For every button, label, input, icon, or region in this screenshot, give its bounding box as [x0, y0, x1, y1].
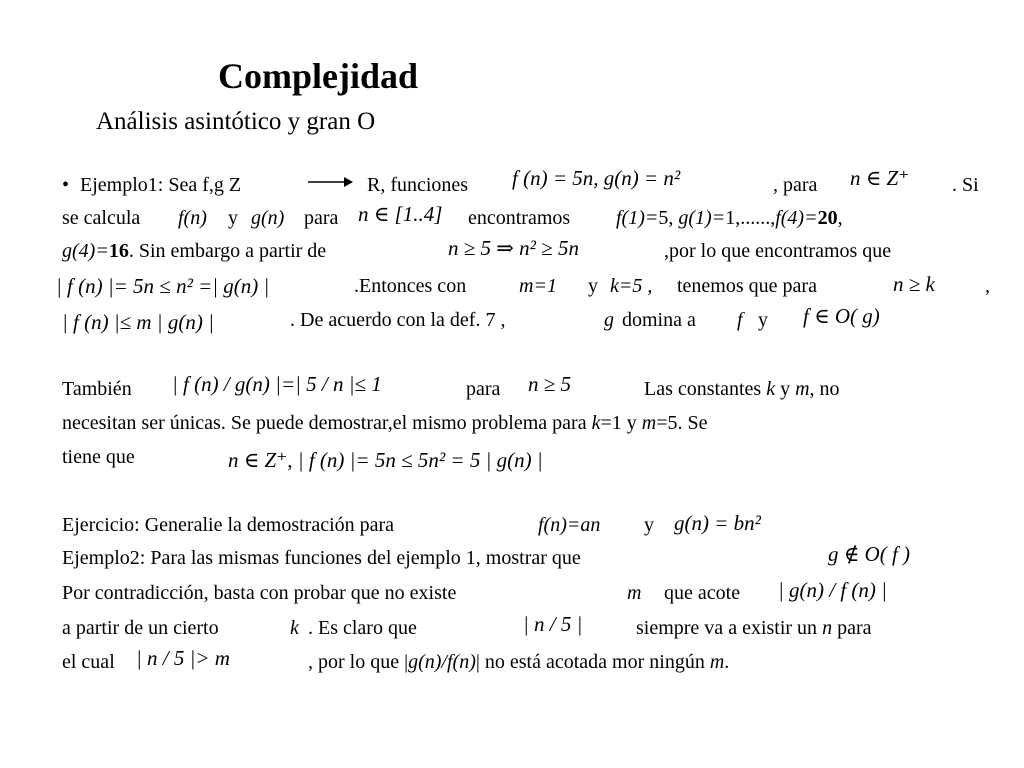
eq-n-over-5: | n / 5 | [523, 612, 583, 636]
comma2: , [985, 275, 990, 297]
para2-word: para [304, 207, 339, 229]
k5-text: k=5 , [610, 275, 653, 297]
por-lo-que-3: , por lo que | [308, 651, 409, 673]
a-partir-text: a partir de un cierto [62, 617, 219, 639]
se-calcula-text: se calcula [62, 207, 141, 229]
f-letter: f [737, 309, 743, 331]
de-acuerdo-text: . De acuerdo con la def. 7 , [290, 309, 506, 331]
no-text: , no [809, 378, 840, 400]
bullet: • [62, 174, 70, 196]
eq-f-le-mg: | f (n) |≤ m | g(n) | [62, 310, 214, 334]
por-lo-que-text: ,por lo que encontramos que [664, 240, 892, 262]
si-text: . Si [952, 174, 979, 196]
las-constantes-text: Las constantes [644, 378, 762, 400]
no-esta-text: no está acotada mor ningún [484, 651, 705, 673]
gn-fn-italic: g(n)/f(n) [408, 651, 476, 673]
y-word: y [228, 207, 238, 229]
page-title: Complejidad [218, 56, 419, 96]
y-word-3: y [644, 514, 654, 536]
m5-value: =5. Se [656, 412, 708, 434]
n-letter: n [822, 617, 833, 639]
g4-label: g(4)= [62, 240, 109, 262]
codomain-text: R, funciones [367, 174, 469, 196]
m-letter: m [795, 378, 810, 400]
gn-italic: g(n) [251, 207, 285, 229]
es-claro-text: . Es claro que [308, 617, 417, 639]
fan-text: f(n)=an [538, 514, 601, 536]
que-acote-text: que acote [664, 582, 741, 604]
eq-chain: n ∈ Z⁺, | f (n) |= 5n ≤ 5n² = 5 | g(n) | [228, 448, 543, 472]
eq-fn-gn: f (n) = 5n, g(n) = n² [512, 166, 681, 190]
eq-domain: n ∈ Z⁺ [850, 166, 910, 190]
necesitan-text: necesitan ser únicas. Se puede demostrar,el mismo problema para [62, 412, 587, 434]
k-letter: k [766, 378, 776, 400]
f4-value: 20 [817, 207, 838, 229]
encontramos-text: encontramos [468, 207, 571, 229]
siempre-text: siempre va a existir un [636, 617, 818, 639]
eq-g-bn2: g(n) = bn² [674, 511, 761, 535]
eq-n-ge-5: n ≥ 5 [528, 372, 572, 396]
g-letter: g [604, 309, 614, 331]
y2-word: y [588, 275, 598, 297]
eq-implication: n ≥ 5 ⇒ n² ≥ 5n [448, 236, 579, 260]
ejemplo2-text: Ejemplo2: Para las mismas funciones del ejemplo 1, mostrar que [62, 547, 581, 569]
right-arrow-icon [306, 172, 354, 188]
contradiccion-text: Por contradicción, basta con probar que no existe [62, 582, 457, 604]
period: . [724, 651, 730, 673]
para-word: , para [773, 174, 818, 196]
eq-g-over-f: | g(n) / f (n) | [778, 578, 887, 602]
f4-label: f(4)= [775, 207, 818, 229]
eq-f-in-og: f ∈ O( g) [803, 304, 880, 328]
sin-embargo-text: . Sin embargo a partir de [128, 240, 327, 262]
k1-letter: k [591, 412, 601, 434]
tiene-que-text: tiene que [62, 446, 135, 468]
eq-n5-gt-m: | n / 5 |> m [136, 646, 230, 670]
entonces-text: .Entonces con [354, 275, 467, 297]
eq-range: n ∈ [1..4] [358, 202, 443, 226]
eq-g-notin-of: g ∉ O( f ) [828, 542, 911, 566]
m-letter-3: m [627, 582, 642, 604]
para-word-2: para [466, 378, 501, 400]
bar: | [475, 651, 480, 673]
el-cual-text: el cual [62, 651, 115, 673]
y-word-2: y [780, 378, 791, 400]
m1-text: m=1 [519, 275, 557, 297]
m5-letter: m [641, 412, 657, 434]
g1-value: 1,......, [725, 207, 776, 229]
page-subtitle: Análisis asintótico y gran O [96, 108, 376, 135]
f1-label: f(1)= [616, 207, 659, 229]
domina-text: domina a [622, 309, 696, 331]
k-letter-3: k [290, 617, 299, 639]
g4-value: 16 [108, 240, 129, 262]
para-word-3: para [837, 617, 872, 639]
f1-value: 5, [658, 207, 674, 229]
k1-value: =1 y [600, 412, 637, 434]
eq-ratio: | f (n) / g(n) |=| 5 / n |≤ 1 [172, 372, 382, 396]
eq-n-ge-k: n ≥ k [893, 272, 935, 296]
fn-italic: f(n) [178, 207, 207, 229]
ejercicio-text: Ejercicio: Generalie la demostración para [62, 514, 395, 536]
example1-lead: Ejemplo1: Sea f,g Z [80, 174, 242, 196]
tenemos-text: tenemos que para [677, 275, 817, 297]
eq-abs-chain: | f (n) |= 5n ≤ n² =| g(n) | [56, 274, 270, 298]
y3-word: y [758, 309, 768, 331]
tambien-text: También [62, 378, 132, 400]
m-letter-4: m [709, 651, 725, 673]
comma: , [837, 207, 843, 229]
g1-label: g(1)= [678, 207, 726, 229]
